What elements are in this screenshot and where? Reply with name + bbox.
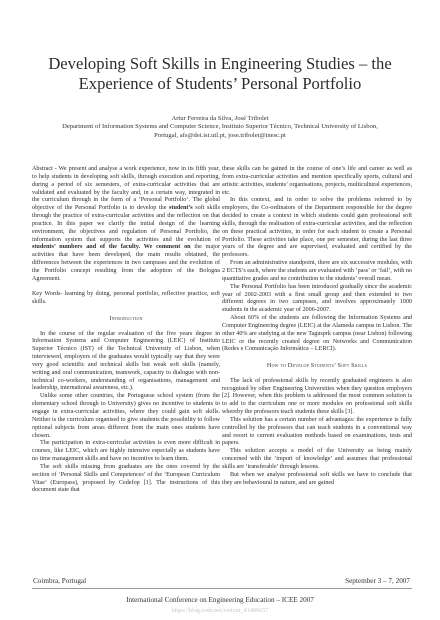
body-paragraph: these skills can be gained in the course of one’s life and career as well as from extra-curricular activities and mention specifically sports, cultural and artistic activities, students’ organisations, projects, multicultural experiences, etc. xyxy=(222,166,412,196)
footer-divider xyxy=(32,588,412,589)
body-paragraph: From an administrative standpoint, there are six successive modules, with 2 ECTS’s each, where the students are evaluated with ‘pass’ or ‘fail’, with no quantitative grades and no contribution to the students’ overall mean. xyxy=(222,260,412,282)
body-paragraph: The lack of professional skills by recently graduated engineers is also recognised by other Engineering Universities when they question employers [2]. However, when this problem is addressed the most common solution is to add to the curriculum one or more modules on professional soft skills whereby the professors teach students these skills [3]. xyxy=(222,377,412,416)
watermark-url: https://blog.csdn.net/weixin_41489657 xyxy=(171,607,269,614)
footer-date: September 3 – 7, 2007 xyxy=(345,577,410,585)
body-paragraph: About 60% of the students are following the Information Systems and Computer Engineering degree (LEIC) at the Alameda campus in Lisbon. The other 40% are studying at the new Tagusprk campus (near Lisbon) following LEIC or the recently created degree on Networks and Communication (Redes e Comunicação Informática – LERCI). xyxy=(222,315,412,353)
body-paragraph: This solution has a certain number of advantages: the experience is fully controlled by the professors that can teach students in a conventional way and resort to current evaluation methods based on examinations, tests and papers. xyxy=(222,416,412,447)
body-paragraph: In the course of the regular evaluation of the five years degree in Information Systems and Computer Engineering (LEIC) of Instituto Superior Técnico (IST) of the Technical University of Lisbon, when interviewed, employers of the graduates would typically say that they were very good scientific and technical skills but weak soft skills (namely, writing and oral communication, teamwork, capacity to dialogue with non- technical co-workers, understanding of organisations, management and leadership, international awareness, etc.). xyxy=(32,330,220,392)
footer-location: Coimbra, Portugal xyxy=(33,577,87,585)
right-column xyxy=(222,166,412,488)
body-paragraph: Unlike some other countries, the Portuguese school system (from the elementary school through to University) gives no incentive to students to engage in extra-curricular activities, where they could gain soft skills. Neither is the curriculum organised to give students the possibility to follow optional subjects from areas different from the main ones students have chosen. xyxy=(32,393,220,439)
body-paragraph: This solution accepts a model of the University as being mainly concerned with the ‘import of knowledge’ and assumes that professional skills are ‘transferable’ through lessons. xyxy=(222,448,412,470)
affiliation-line-2: Portugal, afs@dei.ist.utl.pt, jose.tribolet@inesc.pt xyxy=(154,131,286,139)
title-line-1: Developing Soft Skills in Engineering Studies – the xyxy=(48,54,392,73)
abstract: Abstract - We present and analyse a work experience, now in its fifth year, to help students in developing soft skills, through execution and reporting, during a period of six semesters, of extra-curricular activities that are validated and evaluated by the faculty and, in a certain way, integrated in the curriculum through in the form of a ‘Personal Portfolio’. The global objective of the Personal Portfolio is to develop the student’s soft skills through the practice of extra-curricular activities and the reflection on that practice. In this paper we clarify the initial design of the learning environment, the objectives and regulation of Personal Portfolio, the information system that supports the activities and the evolution of students’ numbers and of the faculty. We comment on the major activities that have been developed, the main results obtained, the differences between the experiences in two campuses and the evolution of the Portfolio concept resulting from the adoption of the Bologna Agreement. xyxy=(32,166,220,282)
body-paragraph: In this context, and in order to solve the problems referred to by employers, the Co-ordinators of the Department responsible for the degree decided to create a context in which students could gain professional soft skills, through the realisation of extra-curricular activities, and the reflection on these practical activities, in order for each student to create a Personal Portfolio. These activities take place, one per semester, during the last three years of the degree and are supervised, evaluated and certified by the professors. xyxy=(222,197,412,259)
section-heading-introduction: Introduction xyxy=(109,314,143,322)
affiliation-line-1: Department of Information Systems and Computer Science, Instituto Superior Técnico, Technical University of Lisbon, xyxy=(62,123,378,131)
author-block xyxy=(30,115,410,140)
footer-conference: International Conference on Engineering Education – ICEE 2007 xyxy=(126,596,314,604)
body-paragraph: But when we analyse professional soft skills we have to conclude that they are behavioural in nature, and are gained xyxy=(222,471,412,486)
section-heading-soft-skills: How to Develop Students’ Soft Skills xyxy=(266,362,368,370)
body-paragraph: The soft skills missing from graduates are the ones covered by the section of ‘Personal Skills and Competences’ of the ‘European Curriculum Vitae’ (Europass), proposed by Cedefop [1]. The instructions of this document state that xyxy=(32,463,220,494)
keywords: Key Words- learning by doing, personal portfolio, reflective practice, soft skills. xyxy=(32,291,220,306)
paper-title xyxy=(22,54,418,94)
author-names: Artur Ferreira da Silva, José Tribolet xyxy=(171,115,269,122)
title-line-2: Experience of Students’ Personal Portfolio xyxy=(78,74,362,93)
body-paragraph: The Personal Portfolio has been introduced gradually since the academic year of 2002-2003 with a first small group and then extended to two different degrees in two campuses, and involves approximately 1000 students in the academic year of 2006-2007. xyxy=(222,283,412,314)
left-column xyxy=(32,166,220,495)
body-paragraph: The participation in extra-curricular activities is even more difficult in courses, like LEIC, which are highly intensive especially as students have no time management skills and have no incentive to learn them. xyxy=(32,440,220,463)
